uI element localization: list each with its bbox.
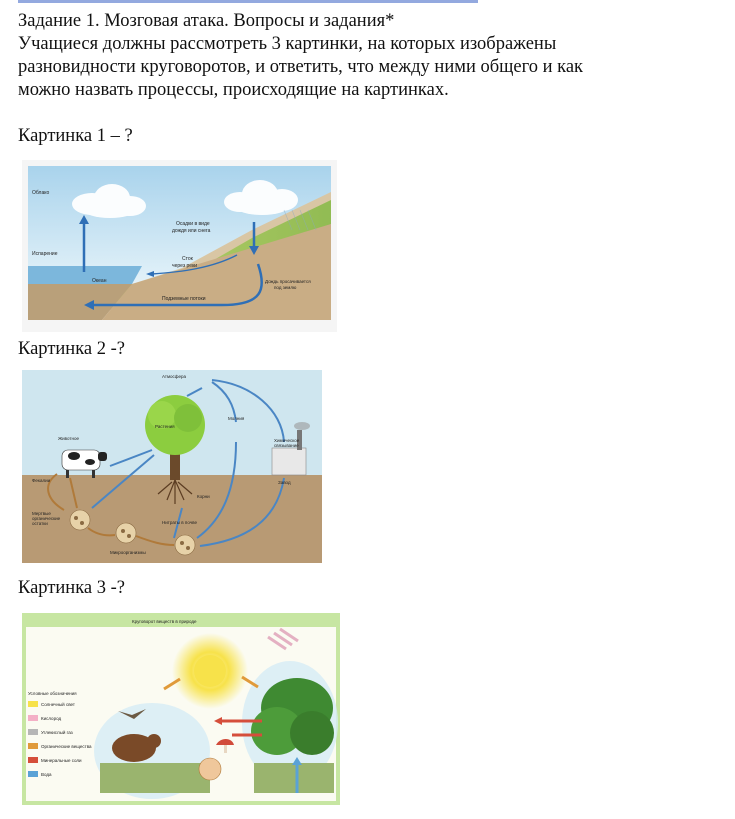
forest-sphere (242, 661, 338, 793)
nitrogen-cycle-figure (22, 370, 322, 563)
task-line-1: Учащиеся должны рассмотреть 3 картинки, на которых изображены (18, 34, 557, 54)
caption-picture-1: Картинка 1 – ? (18, 126, 133, 146)
soil-organisms (199, 758, 221, 780)
label-precip-2: дождя или снега (172, 228, 211, 234)
label-lightning: Молния (228, 416, 245, 421)
dead-remains-circle (70, 510, 90, 530)
legend-title: Условные обозначения (28, 691, 77, 696)
label-infiltration: Дождь просачивается (265, 279, 311, 284)
legend-item: Минеральные соли (41, 758, 82, 763)
label-roots: Корни (197, 494, 210, 499)
label-groundwater: Подземные потоки (162, 296, 206, 302)
task-line-3: можно назвать процессы, происходящие на картинках. (18, 80, 449, 100)
legend-item: Кислород (41, 716, 62, 721)
label-chemical-2: связывание (274, 443, 299, 448)
task-text (18, 10, 718, 102)
animal-sphere (94, 703, 210, 799)
microbes-circle (116, 523, 136, 543)
label-microbes: Микроорганизмы (110, 550, 146, 555)
label-runoff-2: через реки (172, 263, 198, 269)
legend-item: Вода (41, 772, 52, 777)
label-ocean: Океан (92, 278, 107, 284)
label-cloud: Облако (32, 190, 50, 196)
legend-item: Органические вещества (41, 744, 92, 749)
label-animals: Животное (58, 436, 79, 441)
water-cycle-figure (22, 160, 337, 332)
label-dead-3: остатки (32, 521, 48, 526)
label-precip: Осадки в виде (176, 221, 210, 227)
top-link-underline (18, 0, 478, 3)
label-plants: Растения (155, 424, 175, 429)
substance-cycle-figure (22, 613, 340, 805)
legend-item: Солнечный свет (41, 702, 75, 707)
task-line-2: разновидности круговоротов, и ответить, что между ними общего и как (18, 57, 584, 77)
label-atmosphere: Атмосфера (162, 374, 187, 379)
label-feces: Фекалии (32, 478, 51, 483)
label-infiltration-2: под землю (274, 285, 297, 290)
nitrates-circle (175, 535, 195, 555)
legend-item: Углекислый газ (41, 730, 73, 735)
label-runoff: Сток (182, 256, 193, 262)
task-heading: Задание 1. Мозговая атака. Вопросы и задания* (18, 11, 395, 31)
label-dead: Мертвые (32, 511, 51, 516)
label-dead-2: органические (32, 516, 61, 521)
caption-picture-2: Картинка 2 -? (18, 339, 125, 359)
label-evaporation: Испарение (32, 251, 58, 257)
figure3-title: Круговорот веществ в природе (132, 619, 197, 624)
label-chemical: Химическое (274, 438, 300, 443)
caption-picture-3: Картинка 3 -? (18, 578, 125, 598)
label-factory: Завод (278, 480, 291, 485)
label-nitrates: Нитраты в почве (162, 520, 197, 525)
